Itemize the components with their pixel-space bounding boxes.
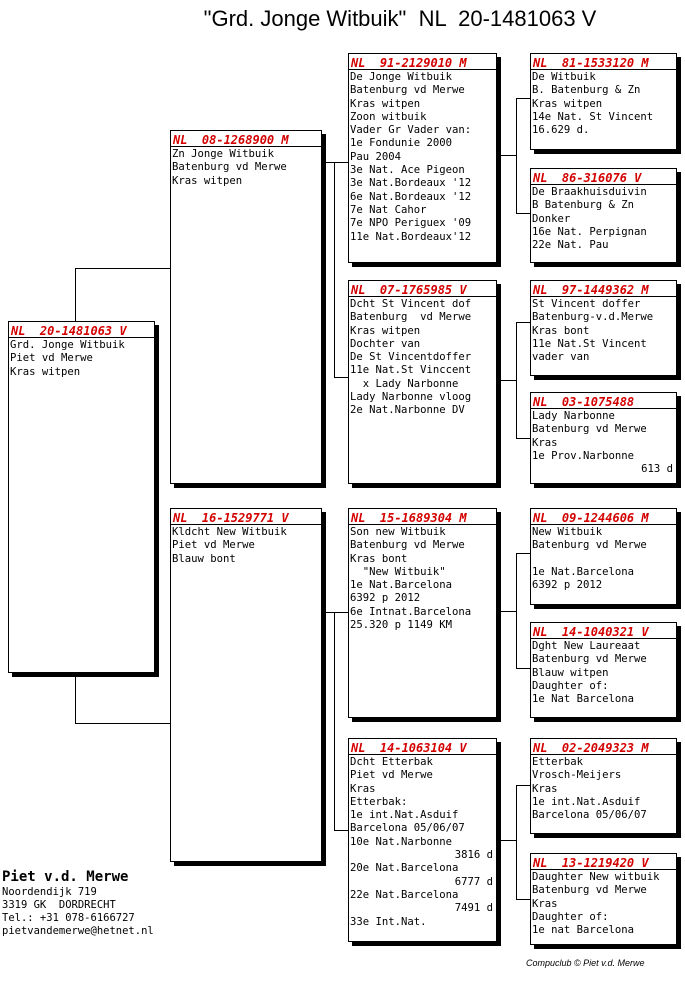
info-line: Dcht Etterbak <box>350 756 433 768</box>
info-line: Kras witpen <box>10 365 81 378</box>
ring-number: NL 97-1449362 M <box>531 281 676 297</box>
info-line: Barcelona 05/06/07 <box>532 809 647 822</box>
info-line: Grd. Jonge Witbuik <box>10 339 125 351</box>
info-line: 14e Nat. St Vincent <box>532 110 654 123</box>
owner-address: Noordendijk 719 <box>2 886 97 898</box>
info-line: Kras <box>532 436 558 449</box>
info-line: vader van <box>532 351 590 364</box>
info-line: 1e Nat Barcelona <box>532 693 635 706</box>
info-line: Dochter van <box>350 337 421 350</box>
pedigree-box-sire-dam[interactable] <box>348 280 497 484</box>
connector-line <box>496 380 516 381</box>
connector-line <box>516 785 517 899</box>
connector-line <box>75 672 76 724</box>
info-line: Barcelona 05/06/07 <box>350 822 465 835</box>
pedigree-box-dam[interactable] <box>170 508 322 862</box>
info-line: Pau 2004 <box>350 150 402 163</box>
info-line: Son new Witbuik <box>350 526 446 538</box>
info-line: 10e Nat.Narbonne <box>350 835 453 848</box>
info-line: Kras <box>350 782 376 795</box>
info-line: De Jonge Witbuik <box>350 71 453 83</box>
info-line: 11e Nat.Bordeaux'12 <box>350 230 472 243</box>
info-line: Vader Gr Vader van: <box>350 124 472 137</box>
pedigree-box-ddd[interactable] <box>530 853 677 945</box>
info-line: Daughter of: <box>532 910 609 923</box>
owner-info <box>2 868 154 938</box>
connector-line <box>516 438 531 439</box>
pedigree-box-ssd[interactable] <box>530 168 677 263</box>
info-line: Kras witpen <box>172 174 243 187</box>
pedigree-box-sire-sire[interactable] <box>348 53 497 263</box>
info-line: Batenburg vd Merwe <box>532 653 647 666</box>
connector-line <box>496 611 516 612</box>
info-line: Daughter New witbuik <box>532 871 660 883</box>
info-line: 7e Nat Cahor <box>350 203 427 216</box>
info-line: Kras <box>532 897 558 910</box>
info-line: Blauw bont <box>172 552 236 565</box>
info-line <box>531 553 676 566</box>
info-line: 7e NPO Periguex '09 <box>350 217 472 230</box>
info-line: Kras bont <box>532 324 590 337</box>
connector-line <box>516 899 531 900</box>
connector-line <box>516 322 531 323</box>
info-line: 3e Nat. Ace Pigeon <box>350 164 465 177</box>
info-line: Batenburg vd Merwe <box>350 311 472 324</box>
info-line: 22e Nat. Pau <box>532 239 609 252</box>
info-line: Dght New Laureaat <box>532 640 641 652</box>
info-line: Kras witpen <box>350 324 421 337</box>
info-line: De St Vincentdoffer <box>350 351 472 364</box>
info-line: 6392 p 2012 <box>532 579 603 592</box>
info-line: Kras witpen <box>350 97 421 110</box>
info-line: 1e Nat.Barcelona <box>532 565 635 578</box>
info-line: 20e Nat.Barcelona <box>350 862 459 875</box>
info-line: 33e Int.Nat. <box>350 915 427 928</box>
owner-email[interactable]: pietvandemerwe@hetnet.nl <box>2 925 154 937</box>
ring-number: NL 91-2129010 M <box>349 54 496 70</box>
info-line: Zn Jonge Witbuik <box>172 148 275 160</box>
connector-line <box>496 840 516 841</box>
info-line: B. Batenburg & Zn <box>532 84 641 97</box>
connector-line <box>334 162 335 377</box>
pedigree-box-subject[interactable] <box>8 321 155 673</box>
info-line: Piet vd Merwe <box>10 352 93 365</box>
info-line: St Vincent doffer <box>532 298 641 310</box>
info-line: Lady Narbonne <box>532 410 615 422</box>
info-line: Piet vd Merwe <box>172 539 255 552</box>
owner-name: Piet v.d. Merwe <box>2 869 129 885</box>
info-line: 613 d <box>641 463 673 476</box>
info-line: 1e nat Barcelona <box>532 924 635 937</box>
pedigree-box-dss[interactable] <box>530 508 677 605</box>
info-line: x Lady Narbonne <box>350 377 459 390</box>
ring-number: NL 13-1219420 V <box>531 854 676 870</box>
pedigree-box-sds[interactable] <box>530 280 677 376</box>
info-line: 11e Nat.St Vincent <box>532 337 647 350</box>
owner-phone: Tel.: +31 078-6166727 <box>2 912 135 924</box>
info-line: 22e Nat.Barcelona <box>350 888 459 901</box>
connector-line <box>75 268 76 322</box>
info-line: 11e Nat.St Vinccent <box>350 364 472 377</box>
footer-credit: Compuclub © Piet v.d. Merwe <box>526 958 645 968</box>
info-line: 1e Fondunie 2000 <box>350 137 453 150</box>
info-line: Batenburg vd Merwe <box>532 423 647 436</box>
ring-number: NL 14-1040321 V <box>531 623 676 639</box>
ring-number: NL 08-1268900 M <box>171 131 321 147</box>
pedigree-box-dds[interactable] <box>530 738 677 834</box>
info-line: Batenburg vd Merwe <box>532 884 647 897</box>
info-line: 1e int.Nat.Asduif <box>350 809 459 822</box>
info-line: B Batenburg & Zn <box>532 199 635 212</box>
info-line: Daughter of: <box>532 679 609 692</box>
info-line: Zoon witbuik <box>350 110 427 123</box>
info-line: Kras bont <box>350 552 408 565</box>
info-line: 6e Intnat.Barcelona <box>350 605 472 618</box>
info-line: Etterbak: <box>350 795 408 808</box>
info-line: Etterbak <box>532 756 584 768</box>
info-line: New Witbuik <box>532 526 603 538</box>
info-line: Blauw witpen <box>532 666 609 679</box>
info-line: 25.320 p 1149 KM <box>350 619 453 632</box>
info-line: 3816 d <box>454 849 493 862</box>
info-line: Piet vd Merwe <box>350 769 433 782</box>
info-line: 7491 d <box>454 902 493 915</box>
info-line: De Witbuik <box>532 71 596 83</box>
connector-line <box>516 553 531 554</box>
ring-number: NL 15-1689304 M <box>349 509 496 525</box>
page-title: "Grd. Jonge Witbuik" NL 20-1481063 V <box>203 6 597 31</box>
ring-number: NL 16-1529771 V <box>171 509 321 525</box>
connector-line <box>334 830 349 831</box>
info-line: Kldcht New Witbuik <box>172 526 287 538</box>
info-line: Batenburg-v.d.Merwe <box>532 311 654 324</box>
info-line: Kras <box>532 782 558 795</box>
info-line: Donker <box>532 212 571 225</box>
info-line: 6e Nat.Bordeaux '12 <box>350 190 472 203</box>
connector-line <box>321 162 349 163</box>
info-line: 1e Nat.Barcelona <box>350 579 453 592</box>
connector-line <box>75 268 171 269</box>
connector-line <box>334 377 349 378</box>
connector-line <box>75 723 171 724</box>
info-line: 3e Nat.Bordeaux '12 <box>350 177 472 190</box>
connector-line <box>496 155 516 156</box>
info-line: 1e int.Nat.Asduif <box>532 795 641 808</box>
connector-line <box>516 213 531 214</box>
info-line: 1e Prov.Narbonne <box>532 449 635 462</box>
info-line: Batenburg vd Merwe <box>172 161 287 174</box>
info-line: Batenburg vd Merwe <box>532 539 647 552</box>
owner-city: 3319 GK DORDRECHT <box>2 899 116 911</box>
pedigree-box-sss[interactable] <box>530 53 677 150</box>
info-line: 6392 p 2012 <box>350 592 421 605</box>
connector-line <box>516 553 517 668</box>
info-line: Kras witpen <box>532 97 603 110</box>
pedigree-box-sdd[interactable] <box>530 392 677 484</box>
connector-line <box>321 612 349 613</box>
info-line: Batenburg vd Merwe <box>350 539 465 552</box>
info-line: De Braakhuisduivin <box>532 186 647 198</box>
pedigree-box-dam-dam[interactable] <box>348 738 497 942</box>
connector-line <box>516 785 531 786</box>
info-line: 16e Nat. Perpignan <box>532 225 647 238</box>
connector-line <box>516 98 531 99</box>
ring-number: NL 09-1244606 M <box>531 509 676 525</box>
ring-number: NL 14-1063104 V <box>349 739 496 755</box>
pedigree-box-sire[interactable] <box>170 130 322 484</box>
info-line: Batenburg vd Merwe <box>350 84 465 97</box>
info-line: Dcht St Vincent dof <box>350 298 472 310</box>
ring-number: NL 81-1533120 M <box>531 54 676 70</box>
pedigree-box-dam-sire[interactable] <box>348 508 497 718</box>
ring-number: NL 86-316076 V <box>531 169 676 185</box>
pedigree-box-dsd[interactable] <box>530 622 677 718</box>
connector-line <box>516 98 517 213</box>
info-line: "New Witbuik" <box>350 565 446 578</box>
ring-number: NL 07-1765985 V <box>349 281 496 297</box>
info-line: 16.629 d. <box>532 124 590 137</box>
connector-line <box>516 322 517 438</box>
connector-line <box>334 612 335 830</box>
ring-number: NL 02-2049323 M <box>531 739 676 755</box>
info-line: 2e Nat.Narbonne DV <box>350 404 465 417</box>
info-line: Vrosch-Meijers <box>532 769 622 782</box>
ring-number: NL 03-1075488 <box>531 393 676 409</box>
ring-number: NL 20-1481063 V <box>9 322 154 338</box>
connector-line <box>516 668 531 669</box>
info-line: Lady Narbonne vloog <box>350 391 472 404</box>
info-line: 6777 d <box>454 875 493 888</box>
